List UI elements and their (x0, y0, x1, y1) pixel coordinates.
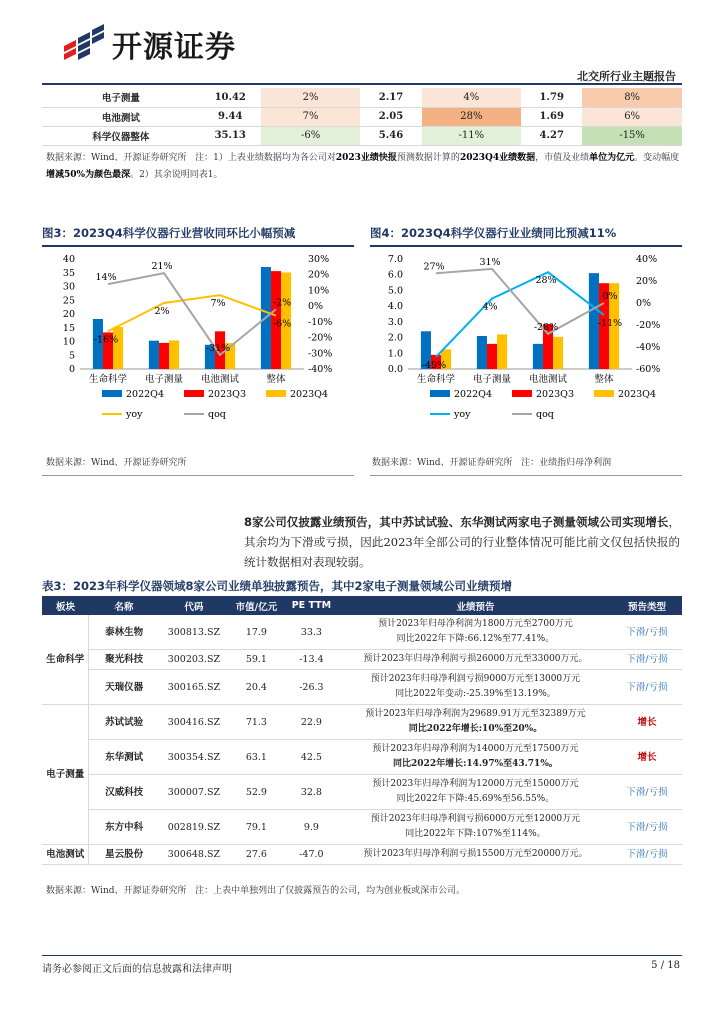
legend-swatch (184, 390, 204, 397)
summary-row (42, 107, 682, 126)
chart4-source-line (372, 455, 611, 468)
legend-label: qoq (536, 409, 554, 420)
y-tick-label: 35 (62, 267, 75, 279)
table3-title: 表3：2023年科学仪器领域8家公司业绩单独披露预告，其中2家电子测量领域公司业绩预增 (42, 578, 682, 599)
pe-cell: 42.5 (284, 740, 339, 775)
summary-pct-cell: 6% (582, 107, 682, 126)
summary-value-cell: 1.69 (521, 107, 582, 126)
x-tick-label: 电池测试 (200, 374, 240, 385)
header-cell: 板块 (42, 596, 89, 615)
bar-2022Q4 (149, 341, 159, 369)
summary-pct-cell: 28% (422, 107, 522, 126)
summary-pct-cell: 4% (422, 88, 522, 107)
summary-value-cell: 1.79 (521, 88, 582, 107)
forecast-row (42, 810, 682, 845)
y-tick-label: 5.0 (387, 285, 403, 297)
y2-tick-label: -10% (308, 316, 333, 328)
header-divider (42, 83, 682, 85)
legend-swatch (430, 390, 450, 397)
bar-2022Q4 (477, 336, 487, 369)
bar-2023Q4 (553, 337, 563, 369)
pe-cell: -47.0 (284, 845, 339, 865)
chart3-panel (42, 225, 354, 475)
forecast-cell (339, 615, 612, 650)
sector-cell: 生命科学 (42, 615, 89, 705)
pe-cell: 9.9 (284, 810, 339, 845)
bar-2023Q4 (113, 327, 123, 369)
y-tick-label: 0.0 (387, 364, 403, 375)
data-label: -6% (272, 318, 292, 330)
legend-label: 2023Q4 (618, 389, 657, 400)
pe-cell: 32.8 (284, 775, 339, 810)
industry-summary-table (42, 88, 682, 146)
summary-pct-cell: 2% (261, 88, 361, 107)
forecast-row (42, 615, 682, 650)
forecast-type-cell: 下滑/亏损 (612, 615, 682, 650)
forecast-type-cell: 下滑/亏损 (612, 775, 682, 810)
summary-value-cell: 2.05 (360, 107, 421, 126)
y2-tick-label: -20% (308, 332, 333, 344)
company-logo (62, 22, 236, 66)
table1-note: 数据来源：Wind、开源证券研究所 注：1）上表业绩数据均为各公司对2023业绩快报预测数据计算的2023Q4业绩数据，市值及业绩单位为亿元。变动幅度增减50%为颜色最深。2）其余说明同表1。 (46, 153, 680, 180)
company-name-cell: 天瑞仪器 (89, 670, 159, 705)
legend-label: 2022Q4 (126, 389, 165, 400)
legend-swatch (102, 390, 122, 397)
legend-swatch (266, 390, 286, 397)
y-tick-label: 5 (68, 350, 75, 362)
summary-name-cell: 科学仪器整体 (42, 126, 200, 145)
chart3-divider (42, 475, 354, 476)
forecast-row (42, 845, 682, 865)
y2-tick-label: 30% (308, 254, 330, 265)
chart4-divider (370, 475, 682, 476)
market-cap-cell: 27.6 (229, 845, 284, 865)
summary-value-cell: 2.17 (360, 88, 421, 107)
forecast-row (42, 650, 682, 670)
code-cell: 300416.SZ (159, 705, 229, 740)
forecast-line-1: 预计2023年归母净利润亏损15500万元至20000万元。 (363, 849, 588, 859)
summary-name-cell: 电池测试 (42, 107, 200, 126)
table3-note (46, 883, 465, 900)
x-tick-label: 整体 (266, 374, 286, 385)
market-cap-cell: 79.1 (229, 810, 284, 845)
data-label: 27% (423, 261, 445, 273)
summary-value-cell: 35.13 (200, 126, 261, 145)
y2-tick-label: -40% (308, 364, 333, 375)
data-label: -11% (597, 318, 623, 330)
y-tick-label: 2.0 (387, 332, 403, 344)
legend-label: yoy (454, 409, 471, 420)
legend-swatch (594, 390, 614, 397)
data-label: -28% (533, 321, 559, 333)
y2-tick-label: 20% (308, 269, 330, 281)
data-label: 0% (602, 291, 618, 302)
header-cell: 代码 (159, 596, 229, 615)
chart3-source: 数据来源：Wind、开源证券研究所 (46, 458, 187, 468)
body-paragraph: 8家公司仅披露业绩预告，其中苏试试验、东华测试两家电子测量领域公司实现增长，其余均为下滑或亏损，因此2023年全部公司的行业整体情况可能比前文仅包括快报的统计数据相对表现较弱。 (244, 515, 680, 569)
forecast-line-1: 预计2023年归母净利润为14000万元至17500万元 (372, 744, 579, 754)
y2-tick-label: 40% (636, 254, 658, 265)
forecast-line-2: 同比2022年增长:10%至20%。 (408, 724, 543, 734)
forecast-cell (339, 845, 612, 865)
forecast-line-2: 同比2022年下降:66.12%至77.41%。 (396, 634, 555, 644)
forecast-cell (339, 705, 612, 740)
data-label: -2% (272, 297, 292, 309)
summary-pct-cell: -11% (422, 126, 522, 145)
sector-cell: 电池测试 (42, 845, 89, 865)
y-tick-label: 15 (62, 322, 75, 334)
y2-tick-label: 0% (636, 298, 652, 309)
x-tick-label: 生命科学 (416, 374, 456, 385)
forecast-row (42, 740, 682, 775)
summary-pct-cell: -15% (582, 126, 682, 145)
company-name-cell: 汉威科技 (89, 775, 159, 810)
data-label: 28% (535, 275, 557, 287)
company-name-cell: 聚光科技 (89, 650, 159, 670)
chart3-title: 图3：2023Q4科学仪器行业营收同环比小幅预减 (42, 225, 354, 247)
x-tick-label: 整体 (594, 374, 614, 385)
report-type: 北交所行业主题报告 (577, 70, 676, 83)
data-label: 7% (210, 298, 226, 310)
forecast-line-1: 预计2023年归母净利润为29689.91万元至32389万元 (365, 709, 586, 719)
legend-label: qoq (208, 409, 226, 420)
code-cell: 300165.SZ (159, 670, 229, 705)
legend-label: 2023Q3 (208, 389, 247, 400)
forecast-type-cell: 增长 (612, 705, 682, 740)
line-qoq (436, 269, 604, 334)
data-label: -16% (93, 334, 119, 346)
forecast-line-1: 预计2023年归母净利润亏损6000万元至12000万元 (370, 814, 581, 824)
y-tick-label: 40 (62, 254, 75, 265)
forecast-cell (339, 775, 612, 810)
market-cap-cell: 71.3 (229, 705, 284, 740)
data-label: 14% (95, 272, 117, 284)
header-cell: 业绩预告 (339, 596, 612, 615)
y-tick-label: 6.0 (387, 269, 403, 281)
company-name-cell: 星云股份 (89, 845, 159, 865)
summary-pct-cell: 7% (261, 107, 361, 126)
y-tick-label: 7.0 (387, 254, 403, 265)
company-name-cell: 苏试试验 (89, 705, 159, 740)
page-number: 5 / 18 (651, 960, 680, 971)
y2-tick-label: 10% (308, 285, 330, 297)
y2-tick-label: -60% (636, 364, 661, 375)
y-tick-label: 4.0 (387, 301, 403, 313)
summary-name-cell: 电子测量 (42, 88, 200, 107)
forecast-type-cell: 下滑/亏损 (612, 810, 682, 845)
y2-tick-label: -40% (636, 342, 661, 353)
sector-cell: 电子测量 (42, 705, 89, 845)
pe-cell: -13.4 (284, 650, 339, 670)
y-tick-label: 20 (62, 309, 75, 320)
table3-note-text: 注：上表中单独列出了仅披露预告的公司，均为创业板或深市公司。 (195, 886, 466, 896)
forecast-type-cell: 下滑/亏损 (612, 650, 682, 670)
summary-value-cell: 4.27 (521, 126, 582, 145)
data-label: 21% (151, 261, 173, 273)
y-tick-label: 10 (62, 336, 75, 348)
code-cell: 300813.SZ (159, 615, 229, 650)
legend-label: 2022Q4 (454, 389, 493, 400)
forecast-row (42, 705, 682, 740)
chart4-svg (370, 247, 682, 437)
y-tick-label: 1.0 (387, 348, 403, 360)
forecast-type-cell: 增长 (612, 740, 682, 775)
summary-pct-cell: -6% (261, 126, 361, 145)
chart4-panel (370, 225, 682, 475)
data-label: 2% (154, 306, 170, 317)
bar-2022Q4 (533, 344, 543, 369)
footer-divider (42, 955, 682, 956)
market-cap-cell: 17.9 (229, 615, 284, 650)
code-cell: 300648.SZ (159, 845, 229, 865)
code-cell: 002819.SZ (159, 810, 229, 845)
bar-2023Q3 (159, 343, 169, 369)
data-label: 31% (479, 256, 501, 268)
market-cap-cell: 63.1 (229, 740, 284, 775)
forecast-row (42, 670, 682, 705)
header-cell: 名称 (89, 596, 159, 615)
logo-text: 开源证券 (112, 30, 236, 65)
summary-pct-cell: 8% (582, 88, 682, 107)
line-qoq (108, 273, 276, 355)
line-yoy (436, 272, 604, 357)
y-tick-label: 25 (62, 295, 75, 307)
pe-cell: 33.3 (284, 615, 339, 650)
data-label: 4% (482, 301, 498, 313)
market-cap-cell: 52.9 (229, 775, 284, 810)
forecast-line-2: 同比2022年变动:-25.39%至13.19%。 (395, 689, 556, 699)
legend-label: 2023Q4 (290, 389, 329, 400)
forecast-cell (339, 810, 612, 845)
code-cell: 300007.SZ (159, 775, 229, 810)
data-label: -31% (205, 342, 231, 354)
chart4-note: 注：业绩指归母净利润 (521, 458, 612, 468)
forecast-cell (339, 670, 612, 705)
chart3-svg (42, 247, 354, 437)
x-tick-label: 电池测试 (528, 374, 568, 385)
summary-row (42, 126, 682, 145)
bar-2023Q3 (487, 344, 497, 369)
company-name-cell: 东华测试 (89, 740, 159, 775)
chart4-title: 图4：2023Q4科学仪器行业业绩同比预减11% (370, 225, 682, 247)
forecast-table (42, 596, 682, 865)
market-cap-cell: 20.4 (229, 670, 284, 705)
bar-2023Q4 (169, 340, 179, 369)
footer-disclaimer: 请务必参阅正文后面的信息披露和法律声明 (42, 964, 232, 975)
legend-swatch (512, 390, 532, 397)
y2-tick-label: -20% (636, 320, 661, 331)
header-cell: PE TTM (284, 596, 339, 615)
summary-value-cell: 10.42 (200, 88, 261, 107)
summary-value-cell: 5.46 (360, 126, 421, 145)
summary-row (42, 88, 682, 107)
x-tick-label: 生命科学 (88, 374, 128, 385)
header-cell: 预告类型 (612, 596, 682, 615)
legend-label: 2023Q3 (536, 389, 575, 400)
y2-tick-label: 20% (636, 276, 658, 287)
forecast-row (42, 775, 682, 810)
forecast-line-1: 预计2023年归母净利润亏损26000万元至33000万元。 (363, 654, 588, 664)
y2-tick-label: -30% (308, 348, 333, 360)
forecast-line-2: 同比2022年下降:107%至114%。 (405, 829, 546, 839)
forecast-line-2: 同比2022年下降:45.69%至56.55%。 (396, 794, 555, 804)
forecast-type-cell: 下滑/亏损 (612, 670, 682, 705)
code-cell: 300203.SZ (159, 650, 229, 670)
forecast-line-1: 预计2023年归母净利润为12000万元至15000万元 (372, 779, 579, 789)
y-tick-label: 0 (68, 364, 75, 375)
data-label: -49% (421, 359, 447, 371)
kaiyuan-logo-icon (62, 24, 106, 64)
market-cap-cell: 59.1 (229, 650, 284, 670)
summary-value-cell: 9.44 (200, 107, 261, 126)
header-cell: 市值/亿元 (229, 596, 284, 615)
x-tick-label: 电子测量 (472, 374, 512, 385)
bar-2023Q4 (497, 334, 507, 369)
y-tick-label: 3.0 (387, 316, 403, 328)
forecast-line-1: 预计2023年归母净利润亏损9000万元至13000万元 (370, 674, 581, 684)
forecast-line-2: 同比2022年增长:14.97%至43.71%。 (393, 759, 558, 769)
company-name-cell: 东方中科 (89, 810, 159, 845)
pe-cell: 22.9 (284, 705, 339, 740)
note-source: 数据来源：Wind、开源证券研究所 (46, 153, 187, 163)
forecast-cell (339, 740, 612, 775)
x-tick-label: 电子测量 (144, 374, 184, 385)
forecast-type-cell: 下滑/亏损 (612, 845, 682, 865)
forecast-line-1: 预计2023年归母净利润为1800万元至2700万元 (378, 619, 573, 629)
legend-label: yoy (126, 409, 143, 420)
company-name-cell: 泰林生物 (89, 615, 159, 650)
pe-cell: -26.3 (284, 670, 339, 705)
y2-tick-label: 0% (308, 301, 324, 313)
table3-source: 数据来源：Wind、开源证券研究所 (46, 886, 187, 896)
code-cell: 300354.SZ (159, 740, 229, 775)
y-tick-label: 30 (62, 281, 75, 293)
forecast-cell (339, 650, 612, 670)
chart4-source: 数据来源：Wind、开源证券研究所 (372, 458, 513, 468)
